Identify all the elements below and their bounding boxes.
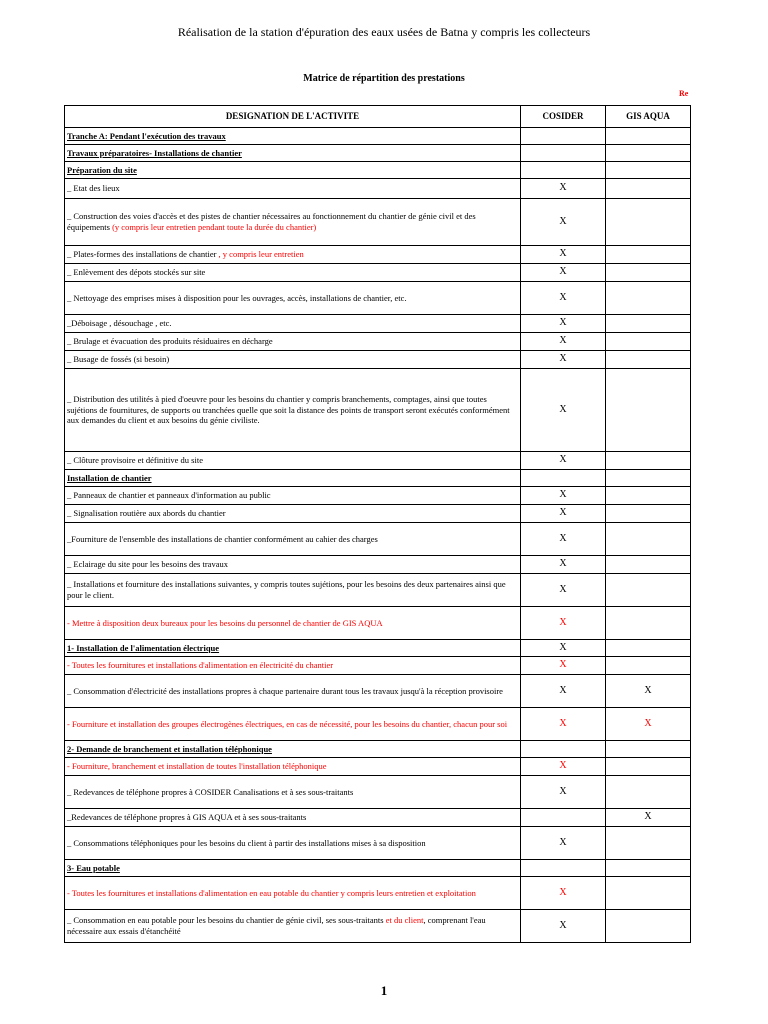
activity-label: _ Busage de fossés (si besoin)	[65, 351, 521, 369]
cosider-mark	[521, 860, 606, 877]
activity-label: _ Panneaux de chantier et panneaux d'information au public	[65, 487, 521, 505]
table-row	[65, 877, 691, 910]
table-row	[65, 452, 691, 470]
gis-aqua-mark: X	[606, 809, 691, 827]
document-header: Réalisation de la station d'épuration des eaux usées de Batna y compris les collecteurs	[177, 25, 591, 39]
page-number: 1	[380, 983, 388, 998]
cosider-mark: X	[521, 708, 606, 741]
activity-label: _Fourniture de l'ensemble des installations de chantier conformément au cahier des charges	[65, 523, 521, 556]
activity-label: _ Consommation d'électricité des installations propres à chaque partenaire durant tous les travaux jusqu'à la réception provisoire	[65, 675, 521, 708]
table-row	[65, 910, 691, 943]
activity-label: _ Construction des voies d'accès et des pistes de chantier nécessaires au fonctionnement du chantier de génie civil et des équipements (y compris leur entretien pendant toute la durée du chantier)	[65, 199, 521, 246]
activity-label: _ Consommation en eau potable pour les besoins du chantier de génie civil, ses sous-traitants et du client, comprenant l'eau nécessaire aux essais d'étanchéité	[65, 910, 521, 943]
gis-aqua-mark	[606, 877, 691, 910]
gis-aqua-mark	[606, 827, 691, 860]
gis-aqua-mark	[606, 145, 691, 162]
activity-label: - Mettre à disposition deux bureaux pour les besoins du personnel de chantier de GIS AQUA	[65, 607, 521, 640]
activity-label: Tranche A: Pendant l'exécution des travaux	[65, 128, 521, 145]
section-row	[65, 640, 691, 657]
cosider-mark: X	[521, 574, 606, 607]
cosider-mark	[521, 741, 606, 758]
activity-label: _ Clôture provisoire et définitive du site	[65, 452, 521, 470]
table-row	[65, 315, 691, 333]
activity-label: _ Installations et fourniture des installations suivantes, y compris toutes sujétions, pour les besoins des deux partenaires ainsi que pour le client.	[65, 574, 521, 607]
cosider-mark: X	[521, 776, 606, 809]
cosider-mark: X	[521, 758, 606, 776]
cosider-mark: X	[521, 315, 606, 333]
gis-aqua-mark	[606, 264, 691, 282]
cosider-mark: X	[521, 910, 606, 943]
gis-aqua-mark	[606, 199, 691, 246]
gis-aqua-mark	[606, 128, 691, 145]
activity-label: 2- Demande de branchement et installation téléphonique	[65, 741, 521, 758]
table-row	[65, 487, 691, 505]
table-row	[65, 758, 691, 776]
activity-label: _ Etat des lieux	[65, 179, 521, 199]
activity-label: _Redevances de téléphone propres à GIS AQUA et à ses sous-traitants	[65, 809, 521, 827]
cosider-mark: X	[521, 877, 606, 910]
table-row	[65, 246, 691, 264]
activity-label: _ Brulage et évacuation des produits résiduaires en décharge	[65, 333, 521, 351]
reference-mark: Re	[679, 89, 689, 98]
section-row	[65, 162, 691, 179]
activity-label: Installation de chantier	[65, 470, 521, 487]
activity-label: _ Redevances de téléphone propres à COSIDER Canalisations et à ses sous-traitants	[65, 776, 521, 809]
gis-aqua-mark	[606, 523, 691, 556]
gis-aqua-mark	[606, 369, 691, 452]
distribution-matrix-table	[64, 105, 691, 943]
activity-label: Préparation du site	[65, 162, 521, 179]
column-header-gis-aqua: GIS AQUA	[606, 106, 691, 128]
gis-aqua-mark	[606, 910, 691, 943]
table-row	[65, 333, 691, 351]
cosider-mark: X	[521, 452, 606, 470]
gis-aqua-mark	[606, 505, 691, 523]
section-row	[65, 741, 691, 758]
table-row	[65, 369, 691, 452]
gis-aqua-mark	[606, 246, 691, 264]
gis-aqua-mark	[606, 758, 691, 776]
cosider-mark: X	[521, 179, 606, 199]
cosider-mark	[521, 470, 606, 487]
activity-label: - Toutes les fournitures et installations d'alimentation en électricité du chantier	[65, 657, 521, 675]
gis-aqua-mark	[606, 640, 691, 657]
gis-aqua-mark	[606, 741, 691, 758]
activity-label: _ Eclairage du site pour les besoins des travaux	[65, 556, 521, 574]
table-row	[65, 776, 691, 809]
cosider-mark: X	[521, 607, 606, 640]
section-row	[65, 470, 691, 487]
table-row	[65, 523, 691, 556]
gis-aqua-mark	[606, 470, 691, 487]
activity-label: _ Enlèvement des dépots stockés sur site	[65, 264, 521, 282]
activity-label: - Fourniture, branchement et installation de toutes l'installation téléphonique	[65, 758, 521, 776]
gis-aqua-mark	[606, 333, 691, 351]
gis-aqua-mark	[606, 556, 691, 574]
cosider-mark: X	[521, 487, 606, 505]
cosider-mark: X	[521, 523, 606, 556]
table-row	[65, 351, 691, 369]
table-row	[65, 809, 691, 827]
cosider-mark: X	[521, 640, 606, 657]
cosider-mark: X	[521, 657, 606, 675]
column-header-designation: DESIGNATION DE L'ACTIVITE	[65, 106, 521, 128]
activity-label: - Toutes les fournitures et installations d'alimentation en eau potable du chantier y compris leurs entretien et exploitation	[65, 877, 521, 910]
gis-aqua-mark: X	[606, 708, 691, 741]
activity-label: _ Signalisation routière aux abords du chantier	[65, 505, 521, 523]
activity-label: - Fourniture et installation des groupes électrogènes électriques, en cas de nécessité, pour les besoins du chantier, chacun pour soi	[65, 708, 521, 741]
table-row	[65, 282, 691, 315]
column-header-cosider: COSIDER	[521, 106, 606, 128]
cosider-mark	[521, 145, 606, 162]
gis-aqua-mark	[606, 351, 691, 369]
activity-label: 3- Eau potable	[65, 860, 521, 877]
table-row	[65, 574, 691, 607]
section-row	[65, 860, 691, 877]
activity-label: _ Plates-formes des installations de chantier , y compris leur entretien	[65, 246, 521, 264]
gis-aqua-mark	[606, 452, 691, 470]
highlighted-text: et du client	[385, 915, 424, 926]
section-row	[65, 128, 691, 145]
activity-label: Travaux préparatoires- Installations de chantier	[65, 145, 521, 162]
gis-aqua-mark	[606, 162, 691, 179]
table-row	[65, 556, 691, 574]
cosider-mark: X	[521, 264, 606, 282]
cosider-mark: X	[521, 827, 606, 860]
activity-label: _Déboisage , désouchage , etc.	[65, 315, 521, 333]
gis-aqua-mark	[606, 487, 691, 505]
cosider-mark	[521, 128, 606, 145]
cosider-mark: X	[521, 282, 606, 315]
gis-aqua-mark	[606, 607, 691, 640]
table-row	[65, 675, 691, 708]
table-row	[65, 657, 691, 675]
cosider-mark: X	[521, 199, 606, 246]
cosider-mark: X	[521, 333, 606, 351]
cosider-mark: X	[521, 675, 606, 708]
cosider-mark	[521, 162, 606, 179]
cosider-mark: X	[521, 246, 606, 264]
gis-aqua-mark	[606, 657, 691, 675]
table-row	[65, 607, 691, 640]
cosider-mark: X	[521, 556, 606, 574]
gis-aqua-mark: X	[606, 675, 691, 708]
gis-aqua-mark	[606, 179, 691, 199]
activity-label: _ Distribution des utilités à pied d'oeuvre pour les besoins du chantier y compris branchements, comptages, ainsi que toutes sujétions de fournitures, de supports ou tranchées quelle que soit la distance des points de transport seront exécutés conformément aux demandes du client et aux besoins du génie civiliste.	[65, 369, 521, 452]
table-row	[65, 827, 691, 860]
gis-aqua-mark	[606, 776, 691, 809]
cosider-mark	[521, 809, 606, 827]
table-row	[65, 708, 691, 741]
activity-label: _ Consommations téléphoniques pour les besoins du client à partir des installations mises à sa disposition	[65, 827, 521, 860]
section-row	[65, 145, 691, 162]
gis-aqua-mark	[606, 860, 691, 877]
table-row	[65, 505, 691, 523]
gis-aqua-mark	[606, 574, 691, 607]
document-title: Matrice de répartition des prestations	[303, 73, 465, 84]
highlighted-text: , y compris leur entretien	[218, 249, 304, 260]
cosider-mark: X	[521, 505, 606, 523]
table-row	[65, 264, 691, 282]
table-row	[65, 199, 691, 246]
activity-label: 1- Installation de l'alimentation électrique	[65, 640, 521, 657]
table-header-row	[65, 106, 691, 128]
gis-aqua-mark	[606, 315, 691, 333]
activity-label: _ Nettoyage des emprises mises à disposition pour les ouvrages, accès, installations de chantier, etc.	[65, 282, 521, 315]
cosider-mark: X	[521, 369, 606, 452]
cosider-mark: X	[521, 351, 606, 369]
highlighted-text: (y compris leur entretien pendant toute la durée du chantier)	[112, 222, 317, 232]
gis-aqua-mark	[606, 282, 691, 315]
table-row	[65, 179, 691, 199]
